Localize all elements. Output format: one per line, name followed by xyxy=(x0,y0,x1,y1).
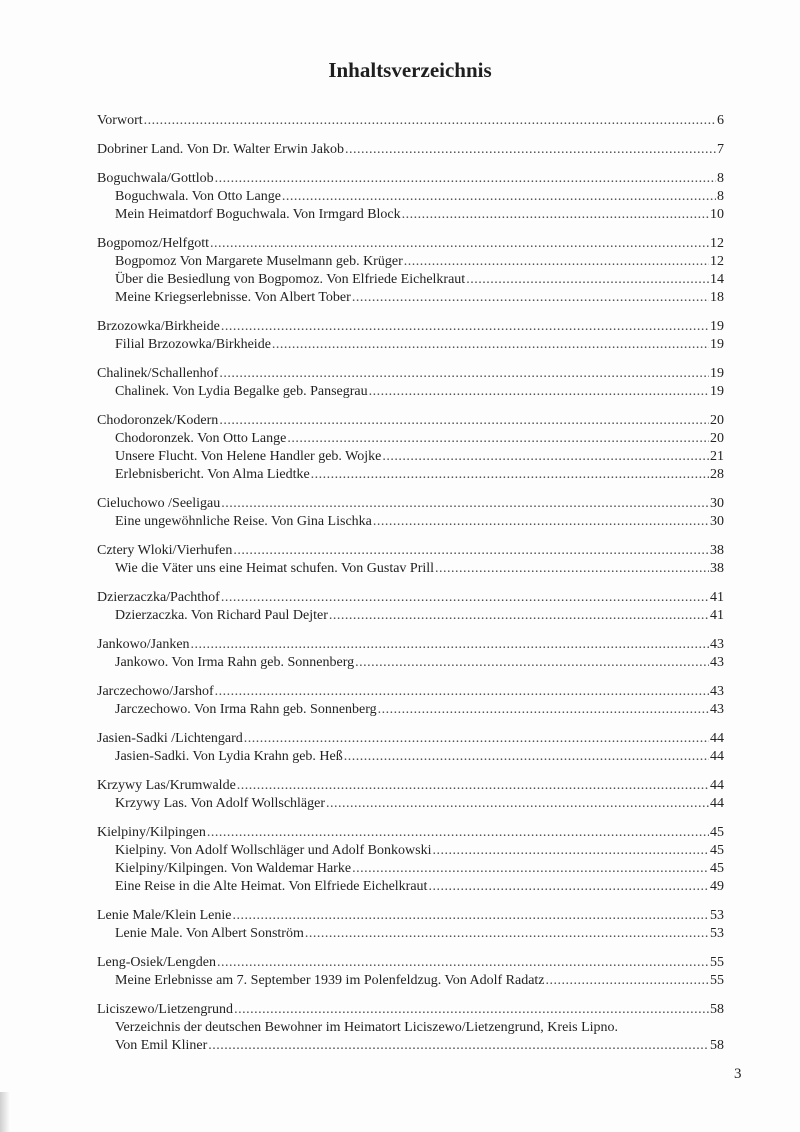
toc-subentry[interactable] xyxy=(97,448,724,466)
dot-leader xyxy=(221,495,709,513)
toc-page-number: 44 xyxy=(710,731,724,746)
toc-group xyxy=(97,824,724,896)
scan-edge-shadow xyxy=(0,1092,10,1132)
toc-subentry[interactable] xyxy=(97,560,724,578)
toc-entry[interactable] xyxy=(97,170,724,188)
dot-leader xyxy=(215,683,709,701)
toc-page-number: 58 xyxy=(710,1038,724,1053)
dot-leader xyxy=(352,860,709,878)
toc-entry[interactable] xyxy=(97,636,724,654)
toc-page-number: 28 xyxy=(710,467,724,482)
toc-subentry[interactable] xyxy=(97,925,724,943)
toc-subentry[interactable] xyxy=(97,206,724,224)
toc-group xyxy=(97,777,724,813)
toc-entry-title: Dzierzaczka/Pachthof xyxy=(97,590,220,605)
toc-entry-title: Jasien-Sadki /Lichtengard xyxy=(97,731,243,746)
toc-page-number: 49 xyxy=(710,879,724,894)
toc-subentry[interactable] xyxy=(97,748,724,766)
toc-subentry[interactable] xyxy=(97,1037,724,1055)
toc-entry-title: Brzozowka/Birkheide xyxy=(97,319,220,334)
toc-entry-title: Boguchwala. Von Otto Lange xyxy=(115,189,281,204)
toc-group xyxy=(97,412,724,484)
toc-entry-title: Eine ungewöhnliche Reise. Von Gina Lischka xyxy=(115,514,372,529)
dot-leader xyxy=(373,513,709,531)
toc-group xyxy=(97,365,724,401)
toc-entry[interactable] xyxy=(97,954,724,972)
toc-entry-title: Lenie Male/Klein Lenie xyxy=(97,908,232,923)
toc-entry[interactable] xyxy=(97,683,724,701)
toc-entry[interactable] xyxy=(97,141,724,159)
toc-subentry[interactable] xyxy=(97,795,724,813)
toc-page-number: 12 xyxy=(710,236,724,251)
toc-entry-title: Bogpomoz/Helfgott xyxy=(97,236,209,251)
dot-leader xyxy=(221,318,709,336)
toc-entry-title: Über die Besiedlung von Bogpomoz. Von Elfriede Eichelkraut xyxy=(115,272,466,287)
toc-group xyxy=(97,730,724,766)
toc-subentry[interactable] xyxy=(97,513,724,531)
toc-group xyxy=(97,683,724,719)
toc-entry[interactable] xyxy=(97,777,724,795)
toc-subentry[interactable] xyxy=(97,430,724,448)
toc-page-number: 58 xyxy=(710,1002,724,1017)
toc-entry-title: Vorwort xyxy=(97,113,143,128)
toc-page-number: 14 xyxy=(710,272,724,287)
toc-page-number: 38 xyxy=(710,543,724,558)
toc-entry[interactable] xyxy=(97,112,724,130)
dot-leader xyxy=(382,448,709,466)
toc-page-number: 19 xyxy=(710,366,724,381)
toc-subentry[interactable] xyxy=(97,383,724,401)
dot-leader xyxy=(345,141,716,159)
toc-page-number: 43 xyxy=(710,655,724,670)
toc-entry-title: Filial Brzozowka/Birkheide xyxy=(115,337,271,352)
toc-page-number: 30 xyxy=(710,496,724,511)
toc-page-number: 55 xyxy=(710,973,724,988)
toc-entry-title: Dzierzaczka. Von Richard Paul Dejter xyxy=(115,608,328,623)
toc-group xyxy=(97,318,724,354)
toc-subentry[interactable] xyxy=(97,878,724,896)
toc-entry-title: Erlebnisbericht. Von Alma Liedtke xyxy=(115,467,310,482)
toc-page-number: 41 xyxy=(710,590,724,605)
toc-page-number: 43 xyxy=(710,702,724,717)
page-number: 3 xyxy=(734,1066,742,1082)
toc-page-number: 43 xyxy=(710,637,724,652)
toc-page-number: 38 xyxy=(710,561,724,576)
toc-group xyxy=(97,112,724,130)
dot-leader xyxy=(432,842,709,860)
toc-page-number: 7 xyxy=(717,142,724,157)
dot-leader xyxy=(466,271,709,289)
toc-entry-title: Cztery Wloki/Vierhufen xyxy=(97,543,233,558)
toc-entry-title: Kielpiny/Kilpingen xyxy=(97,825,206,840)
toc-group xyxy=(97,1001,724,1055)
dot-leader xyxy=(435,560,709,578)
dot-leader xyxy=(311,466,709,484)
toc-entry[interactable] xyxy=(97,318,724,336)
toc-subentry[interactable] xyxy=(97,466,724,484)
toc-subentry[interactable] xyxy=(97,188,724,206)
toc-group xyxy=(97,589,724,625)
dot-leader xyxy=(207,824,709,842)
table-of-contents xyxy=(97,112,724,1066)
toc-subentry[interactable] xyxy=(97,842,724,860)
toc-page-number: 53 xyxy=(710,908,724,923)
dot-leader xyxy=(221,589,709,607)
dot-leader xyxy=(219,412,709,430)
toc-page-number: 12 xyxy=(710,254,724,269)
dot-leader xyxy=(210,235,709,253)
toc-entry-title: Von Emil Kliner xyxy=(115,1038,208,1053)
toc-entry[interactable] xyxy=(97,235,724,253)
dot-leader xyxy=(402,206,709,224)
toc-entry-title: Chalinek/Schallenhof xyxy=(97,366,219,381)
toc-entry-title-line: Verzeichnis der deutschen Bewohner im Heimatort Liciszewo/Lietzengrund, Kreis Lipno. xyxy=(115,1020,619,1035)
toc-page-number: 44 xyxy=(710,778,724,793)
dot-leader xyxy=(344,748,709,766)
toc-entry-title: Chalinek. Von Lydia Begalke geb. Pansegrau xyxy=(115,384,368,399)
toc-page-number: 45 xyxy=(710,843,724,858)
toc-subentry[interactable] xyxy=(97,654,724,672)
toc-page-number: 44 xyxy=(710,796,724,811)
toc-entry-title: Mein Heimatdorf Boguchwala. Von Irmgard Block xyxy=(115,207,401,222)
toc-entry-title: Kielpiny/Kilpingen. Von Waldemar Harke xyxy=(115,861,352,876)
dot-leader xyxy=(305,925,709,943)
dot-leader xyxy=(546,972,709,990)
toc-group xyxy=(97,141,724,159)
toc-entry-title: Meine Erlebnisse am 7. September 1939 im Polenfeldzug. Von Adolf Radatz xyxy=(115,973,545,988)
toc-subentry[interactable] xyxy=(97,336,724,354)
toc-page-number: 18 xyxy=(710,290,724,305)
dot-leader xyxy=(287,430,709,448)
toc-entry-title: Bogpomoz Von Margarete Muselmann geb. Krüger xyxy=(115,254,403,269)
page-title: Inhaltsverzeichnis xyxy=(328,58,492,82)
toc-group xyxy=(97,542,724,578)
dot-leader xyxy=(378,701,709,719)
toc-entry-title: Eine Reise in die Alte Heimat. Von Elfriede Eichelkraut xyxy=(115,879,428,894)
toc-entry[interactable] xyxy=(97,412,724,430)
toc-page-number: 45 xyxy=(710,861,724,876)
dot-leader xyxy=(219,365,709,383)
toc-entry-title: Lenie Male. Von Albert Sonström xyxy=(115,926,304,941)
toc-group xyxy=(97,636,724,672)
toc-page-number: 41 xyxy=(710,608,724,623)
toc-entry-title: Kielpiny. Von Adolf Wollschläger und Adolf Bonkowski xyxy=(115,843,432,858)
toc-entry[interactable] xyxy=(97,542,724,560)
toc-entry-title: Chodoronzek/Kodern xyxy=(97,413,219,428)
toc-group xyxy=(97,170,724,224)
toc-entry-title: Krzywy Las/Krumwalde xyxy=(97,778,236,793)
dot-leader xyxy=(329,607,709,625)
toc-page-number: 8 xyxy=(717,189,724,204)
toc-entry-title: Unsere Flucht. Von Helene Handler geb. Wojke xyxy=(115,449,382,464)
toc-page-number: 44 xyxy=(710,749,724,764)
toc-subentry[interactable] xyxy=(97,701,724,719)
dot-leader xyxy=(144,112,716,130)
toc-page-number: 30 xyxy=(710,514,724,529)
toc-page-number: 55 xyxy=(710,955,724,970)
toc-entry-title: Leng-Osiek/Lengden xyxy=(97,955,216,970)
toc-subentry[interactable] xyxy=(97,972,724,990)
dot-leader xyxy=(272,336,709,354)
toc-subentry[interactable] xyxy=(97,271,724,289)
toc-page-number: 6 xyxy=(717,113,724,128)
toc-page-number: 21 xyxy=(710,449,724,464)
toc-page-number: 19 xyxy=(710,337,724,352)
toc-entry-title: Liciszewo/Lietzengrund xyxy=(97,1002,234,1017)
dot-leader xyxy=(404,253,709,271)
toc-page-number: 20 xyxy=(710,431,724,446)
toc-entry[interactable] xyxy=(97,365,724,383)
toc-entry-title: Jankowo/Janken xyxy=(97,637,190,652)
toc-group xyxy=(97,954,724,990)
toc-group xyxy=(97,235,724,307)
toc-entry-title: Jarczechowo. Von Irma Rahn geb. Sonnenberg xyxy=(115,702,377,717)
dot-leader xyxy=(234,1001,709,1019)
toc-page-number: 43 xyxy=(710,684,724,699)
dot-leader xyxy=(217,954,709,972)
toc-page-number: 53 xyxy=(710,926,724,941)
dot-leader xyxy=(215,170,716,188)
toc-entry[interactable] xyxy=(97,495,724,513)
toc-page-number: 20 xyxy=(710,413,724,428)
toc-group xyxy=(97,495,724,531)
dot-leader xyxy=(282,188,716,206)
dot-leader xyxy=(233,907,710,925)
toc-group xyxy=(97,907,724,943)
toc-entry-title: Wie die Väter uns eine Heimat schufen. Von Gustav Prill xyxy=(115,561,435,576)
toc-entry[interactable] xyxy=(97,1001,724,1019)
toc-entry-title: Boguchwala/Gottlob xyxy=(97,171,214,186)
dot-leader xyxy=(369,383,709,401)
toc-entry-title: Chodoronzek. Von Otto Lange xyxy=(115,431,287,446)
toc-page-number: 45 xyxy=(710,825,724,840)
toc-subentry[interactable] xyxy=(97,860,724,878)
toc-subentry[interactable] xyxy=(97,289,724,307)
toc-entry[interactable] xyxy=(97,907,724,925)
dot-leader xyxy=(191,636,709,654)
toc-entry-title: Jarczechowo/Jarshof xyxy=(97,684,214,699)
dot-leader xyxy=(233,542,709,560)
toc-entry-title: Jankowo. Von Irma Rahn geb. Sonnenberg xyxy=(115,655,355,670)
toc-entry-title: Meine Kriegserlebnisse. Von Albert Tober xyxy=(115,290,351,305)
toc-entry-title: Krzywy Las. Von Adolf Wollschläger xyxy=(115,796,326,811)
toc-page-number: 10 xyxy=(710,207,724,222)
dot-leader xyxy=(326,795,709,813)
dot-leader xyxy=(355,654,709,672)
toc-page-number: 19 xyxy=(710,384,724,399)
toc-entry[interactable] xyxy=(97,824,724,842)
toc-subentry[interactable] xyxy=(97,253,724,271)
toc-subentry[interactable] xyxy=(97,607,724,625)
toc-entry-title: Jasien-Sadki. Von Lydia Krahn geb. Heß xyxy=(115,749,343,764)
dot-leader xyxy=(208,1037,709,1055)
toc-page-number: 8 xyxy=(717,171,724,186)
toc-entry-title: Dobriner Land. Von Dr. Walter Erwin Jakob xyxy=(97,142,344,157)
toc-entry[interactable] xyxy=(97,730,724,748)
dot-leader xyxy=(237,777,709,795)
toc-entry-title: Cieluchowo /Seeligau xyxy=(97,496,221,511)
toc-page-number: 19 xyxy=(710,319,724,334)
dot-leader xyxy=(428,878,709,896)
dot-leader xyxy=(244,730,709,748)
toc-entry[interactable] xyxy=(97,589,724,607)
dot-leader xyxy=(352,289,709,307)
